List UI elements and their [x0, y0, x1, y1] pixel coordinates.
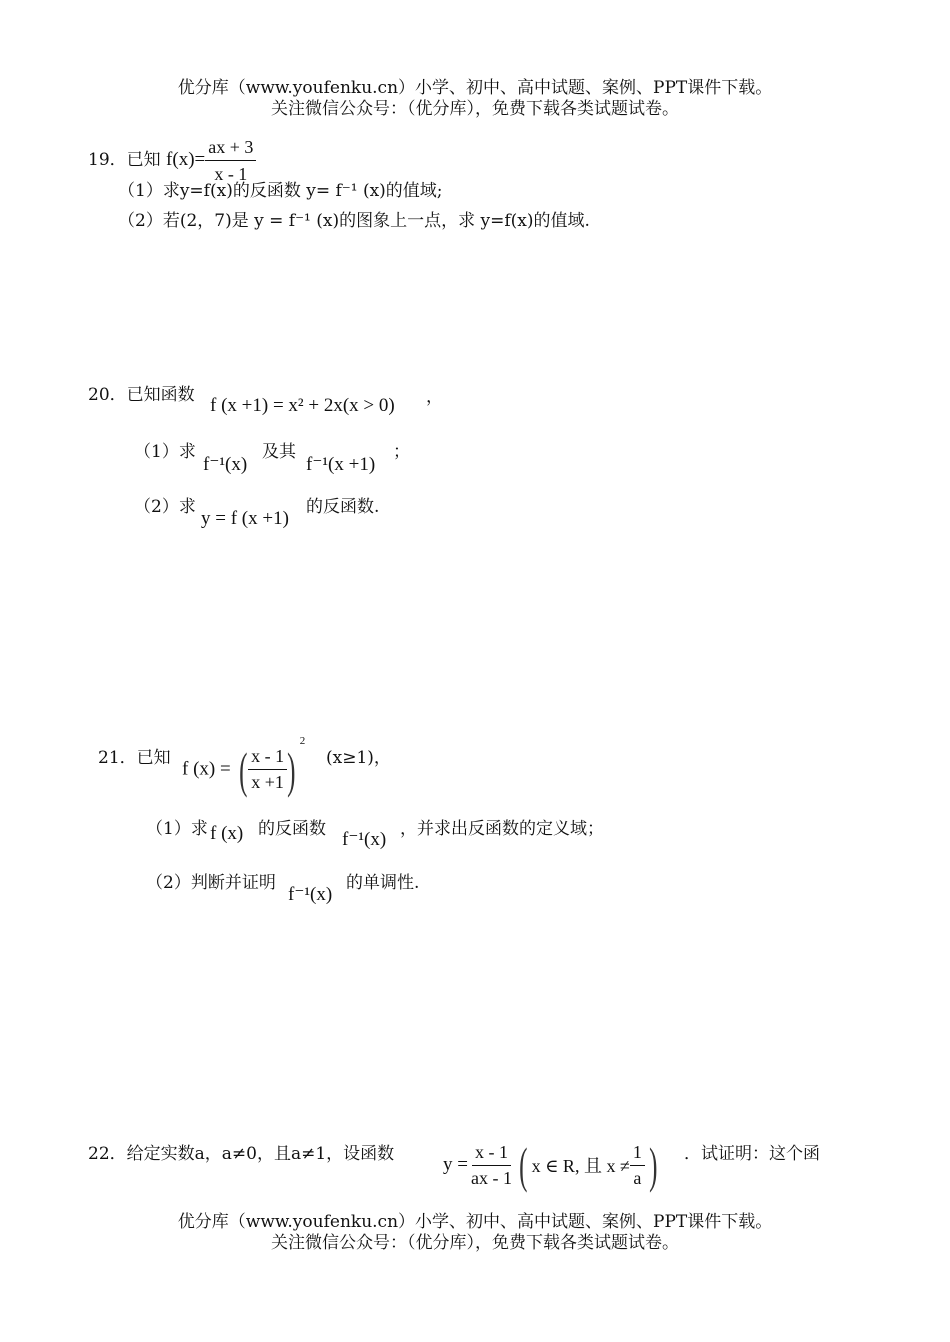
- q21-fraction: [248, 746, 287, 793]
- q21-part-1-finv: f⁻¹(x): [342, 829, 387, 850]
- q22-condition-denominator: a: [633, 1167, 642, 1188]
- q19-heading: [88, 136, 256, 185]
- q19-part-2: [118, 210, 590, 232]
- q22-left-paren: (: [519, 1137, 528, 1193]
- q21-part-1-label: （1）求: [146, 819, 208, 839]
- q22-tail: ．试证明：这个函: [684, 1144, 820, 1164]
- q20-formula: f (x +1) = x² + 2x(x > 0): [210, 395, 395, 416]
- q20-part-2-tail: 的反函数.: [306, 497, 380, 517]
- page-footer-line-1: 优分库（www.youfenku.cn）小学、初中、高中试题、案例、PPT课件下载。: [177, 1212, 773, 1232]
- q19-number: 19．: [88, 150, 127, 170]
- q21-heading: [98, 747, 171, 769]
- q21-fraction-numerator: x - 1: [248, 746, 287, 770]
- q20-part-1-finv-shifted: f⁻¹(x +1): [306, 454, 376, 475]
- q19-fraction: [205, 136, 256, 185]
- q22-y-eq: y =: [443, 1154, 468, 1175]
- q22-heading: [88, 1143, 394, 1165]
- q20-heading: [88, 384, 195, 406]
- q20-part-1-tail: ；: [393, 442, 410, 462]
- q22-formula: [443, 1137, 661, 1193]
- q20-lead: 已知函数: [126, 385, 195, 405]
- q22-condition: x ∈ R, 且 x ≠: [531, 1156, 630, 1176]
- q21-part-2-label: （2）判断并证明: [146, 873, 276, 893]
- q20-part-2-formula: y = f (x +1): [201, 508, 289, 529]
- q21-right-paren: ): [287, 741, 296, 798]
- q22-fraction-numerator: x - 1: [472, 1142, 511, 1166]
- q21-part-1-f: f (x): [210, 823, 244, 844]
- q19-part-2-label: （2）若: [118, 211, 180, 231]
- q21-part-1-tail: ，并求出反函数的定义域；: [400, 819, 604, 839]
- q21-part-2-tail: 的单调性.: [346, 873, 420, 893]
- q21-left-paren: (: [239, 741, 248, 798]
- q21-formula: [182, 735, 306, 798]
- q19-fx: f(x)=: [166, 149, 206, 170]
- q22-condition-numerator: 1: [630, 1142, 645, 1166]
- q19-part-1-label: （1）求: [118, 181, 180, 201]
- page-header-line-1: 优分库（www.youfenku.cn）小学、初中、高中试题、案例、PPT课件下载。: [177, 78, 773, 98]
- q21-number: 21．: [98, 748, 137, 768]
- q21-fx: f (x) =: [182, 758, 231, 780]
- q22-right-paren: ): [648, 1137, 658, 1193]
- q21-part-2-finv: f⁻¹(x): [288, 884, 333, 905]
- page-header-line-2: 关注微信公众号：（优分库），免费下载各类试题试卷。: [271, 99, 679, 119]
- q19-lead: 已知: [126, 150, 161, 170]
- q20-part-1-finv: f⁻¹(x): [203, 454, 248, 475]
- q22-fraction-denominator: ax - 1: [470, 1167, 512, 1188]
- q19-fraction-denominator: x - 1: [214, 164, 248, 184]
- q20-part-1-mid: 及其: [262, 442, 296, 462]
- q19-part-1-text: y=f(x)的反函数 y= f⁻¹ (x)的值域;: [179, 181, 443, 201]
- q19-part-2-text: (2，7)是 y = f⁻¹ (x)的图象上一点，求 y=f(x)的值域.: [179, 211, 590, 231]
- q19-part-1: [118, 180, 443, 202]
- q22-fraction: [468, 1142, 515, 1189]
- q22-text: 给定实数a，a≠0，且a≠1，设函数: [126, 1144, 395, 1164]
- q20-number: 20．: [88, 385, 127, 405]
- q20-part-2-label: （2）求: [134, 497, 196, 517]
- q21-condition: (x≥1)，: [326, 748, 391, 768]
- q21-exponent: 2: [299, 735, 306, 747]
- q22-number: 22．: [88, 1144, 127, 1164]
- q21-part-1-mid: 的反函数: [258, 819, 326, 839]
- q22-condition-fraction: [630, 1142, 645, 1189]
- q20-part-1-label: （1）求: [134, 442, 196, 462]
- q20-formula-tail: ，: [426, 387, 443, 407]
- page-footer-line-2: 关注微信公众号：（优分库），免费下载各类试题试卷。: [271, 1233, 679, 1253]
- q21-fraction-denominator: x +1: [251, 772, 284, 793]
- q19-fraction-numerator: ax + 3: [205, 136, 256, 161]
- q21-lead: 已知: [136, 748, 171, 768]
